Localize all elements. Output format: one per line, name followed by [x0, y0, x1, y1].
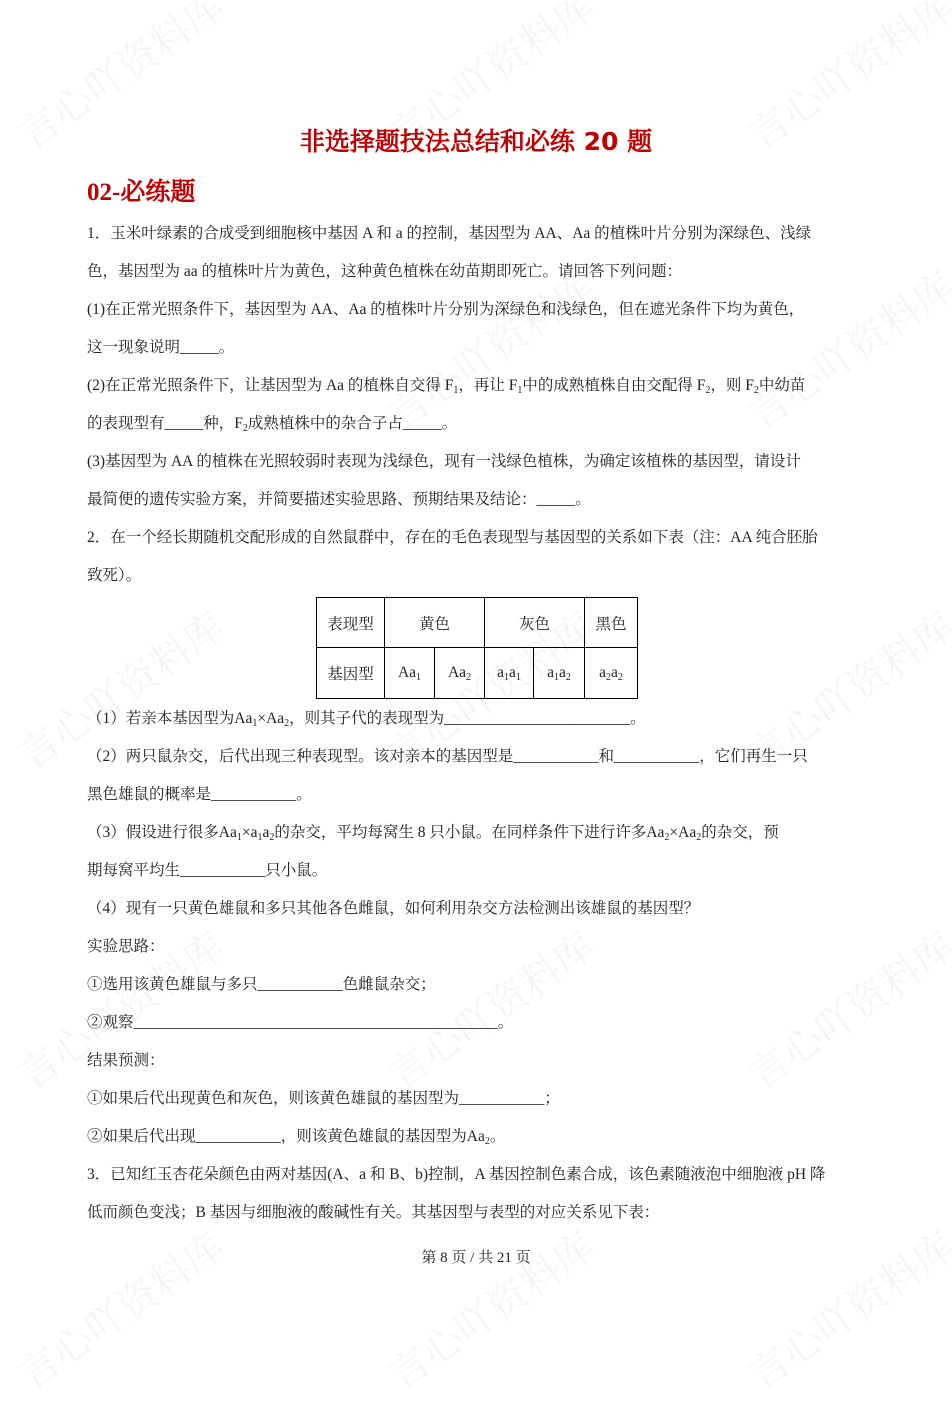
- genotype-cell: [435, 648, 485, 699]
- text-run: 低而颜色变浅；B 基因与细胞液的酸碱性有关。其基因型与表型的对应关系见下表：: [87, 1204, 660, 1221]
- subscript: 2: [705, 385, 711, 396]
- text-line: [87, 557, 872, 595]
- text-line: [87, 329, 872, 367]
- text-run: Aa: [447, 664, 467, 681]
- watermark-text: [375, 1216, 604, 1400]
- text-run: ①如果后代出现黄色和灰色，则该黄色雄鼠的基因型为___________；: [87, 1090, 560, 1107]
- text-run: ×Aa: [257, 710, 285, 727]
- text-line: [87, 443, 872, 481]
- table-row-phenotype: [317, 598, 638, 648]
- text-run: ①选用该黄色雄鼠与多只___________色雌鼠杂交；: [87, 976, 436, 993]
- text-run: 色，基因型为 aa 的植株叶片为黄色，这种黄色植株在幼苗期即死亡。请回答下列问题：: [87, 263, 683, 280]
- text-run: 黑色雄鼠的概率是___________。: [87, 786, 312, 803]
- text-run: 中的成熟植株自由交配得 F: [522, 377, 706, 394]
- subscript: 2: [696, 832, 702, 843]
- text-run: ②如果后代出现___________，则该黄色雄鼠的基因型为Aa: [87, 1128, 485, 1145]
- text-line: [87, 966, 872, 1004]
- text-line: [87, 776, 872, 814]
- genotype-cell: [485, 648, 534, 699]
- text-run: 的杂交，预: [701, 824, 779, 841]
- text-run: a: [497, 664, 504, 681]
- subscript: 1: [504, 672, 509, 683]
- text-run: 的杂交，平均每窝生 8 只小鼠。在同样条件下进行许多Aa: [274, 824, 665, 841]
- text-run: （1）若亲本基因型为Aa: [87, 710, 253, 727]
- text-run: (3)基因型为 AA 的植株在光照较弱时表现为浅绿色，现有一浅绿色植株，为确定该植株的基因型，请设计: [87, 453, 801, 470]
- question-block-1: [87, 215, 872, 595]
- subscript: 1: [252, 718, 258, 729]
- subscript: 2: [617, 672, 623, 683]
- text-line: [87, 481, 872, 519]
- text-run: 2．在一个经长期随机交配形成的自然鼠群中，存在的毛色表现型与基因型的关系如下表（注：AA 纯合胚胎: [87, 529, 818, 546]
- text-line: [87, 1042, 872, 1080]
- page-title: 非选择题技法总结和必练 20 题: [299, 127, 653, 156]
- text-line: [87, 700, 872, 738]
- text-run: （4）现有一只黄色雄鼠和多只其他各色雌鼠，如何利用杂交方法检测出该雄鼠的基因型？: [87, 900, 700, 917]
- text-line: [87, 1118, 872, 1156]
- text-run: 这一现象说明_____。: [87, 339, 235, 356]
- subscript: 1: [515, 672, 521, 683]
- subscript: 1: [257, 832, 263, 843]
- text-run: ，则 F: [710, 377, 754, 394]
- subscript: 1: [453, 385, 459, 396]
- text-run: 的表现型有_____种，F: [87, 415, 243, 432]
- table-header-cell: 表现型: [317, 598, 385, 648]
- text-line: [87, 890, 872, 928]
- subscript: 2: [753, 385, 759, 396]
- table-header-cell: 黄色: [385, 598, 485, 648]
- table-header-cell: 灰色: [485, 598, 585, 648]
- text-run: 3．已知红玉杏花朵颜色由两对基因(A、a 和 B、b)控制，A 基因控制色素合成，该色素随液泡中细胞液 pH 降: [87, 1166, 826, 1183]
- subscript: 2: [269, 832, 275, 843]
- text-run: 最简便的遗传实验方案，并简要描述实验思路、预期结果及结论：_____。: [87, 491, 591, 508]
- text-run: 致死）。: [87, 567, 142, 584]
- watermark-text: [735, 1216, 952, 1400]
- subscript: 2: [565, 672, 571, 683]
- text-run: ×Aa: [669, 824, 697, 841]
- text-line: [87, 1080, 872, 1118]
- text-run: ，再让 F: [458, 377, 518, 394]
- text-line: [87, 405, 872, 443]
- genotype-cell: [534, 648, 585, 699]
- subscript: 2: [664, 832, 670, 843]
- subscript: 2: [242, 423, 248, 434]
- text-line: [87, 519, 872, 557]
- text-run: ×a: [241, 824, 258, 841]
- subscript: 2: [284, 718, 290, 729]
- text-run: a: [509, 664, 516, 681]
- subscript: 1: [517, 385, 523, 396]
- text-run: （2）两只鼠杂交，后代出现三种表现型。该对亲本的基因型是___________和___________，它们再生一只: [87, 748, 808, 765]
- text-line: [87, 253, 872, 291]
- text-run: 期每窝平均生___________只小鼠。: [87, 862, 328, 879]
- genotype-cell: [585, 648, 638, 699]
- genotype-cell: [385, 648, 435, 699]
- text-run: a: [262, 824, 270, 841]
- text-line: [87, 367, 872, 405]
- genotype-table: [316, 597, 638, 699]
- text-run: Aa: [397, 664, 417, 681]
- text-line: [87, 738, 872, 776]
- text-run: 实验思路：: [87, 938, 165, 955]
- subscript: 1: [236, 832, 242, 843]
- subscript: 2: [606, 672, 611, 683]
- watermark-text: [5, 1216, 234, 1400]
- text-run: 。: [489, 1128, 506, 1145]
- text-line: [87, 1194, 872, 1232]
- text-run: 中幼苗: [758, 377, 806, 394]
- table-header-cell: 黑色: [585, 598, 638, 648]
- question-block-2: [87, 700, 872, 1232]
- text-run: a: [599, 664, 606, 681]
- text-run: ②观察_______________________________________________。: [87, 1014, 514, 1031]
- text-line: [87, 928, 872, 966]
- text-run: （3）假设进行很多Aa: [87, 824, 237, 841]
- text-line: [87, 814, 872, 852]
- subscript: 2: [466, 672, 472, 683]
- text-line: [87, 852, 872, 890]
- subscript: 2: [484, 1136, 490, 1147]
- text-run: 1．玉米叶绿素的合成受到细胞核中基因 A 和 a 的控制，基因型为 AA、Aa 的植株叶片分别为深绿色、浅绿: [87, 225, 812, 242]
- text-line: [87, 291, 872, 329]
- text-run: (2)在正常光照条件下，让基因型为 Aa 的植株自交得 F: [87, 377, 454, 394]
- text-run: 成熟植株中的杂合子占_____。: [247, 415, 458, 432]
- text-line: [87, 1156, 872, 1194]
- text-line: [87, 1004, 872, 1042]
- text-run: a: [547, 664, 554, 681]
- text-run: a: [611, 664, 618, 681]
- subscript: 1: [416, 672, 422, 683]
- text-run: ，则其子代的表现型为________________________。: [289, 710, 646, 727]
- table-row-genotype: [317, 648, 638, 699]
- page-footer: 第 8 页 / 共 21 页: [421, 1250, 531, 1266]
- text-line: [87, 215, 872, 253]
- table-row-label: 基因型: [317, 648, 385, 699]
- subscript: 1: [554, 672, 559, 683]
- text-run: 结果预测：: [87, 1052, 165, 1069]
- text-run: a: [559, 664, 566, 681]
- text-run: (1)在正常光照条件下，基因型为 AA、Aa 的植株叶片分别为深绿色和浅绿色，但在遮光条件下均为黄色，: [87, 301, 805, 318]
- section-heading: 02-必练题: [87, 179, 196, 206]
